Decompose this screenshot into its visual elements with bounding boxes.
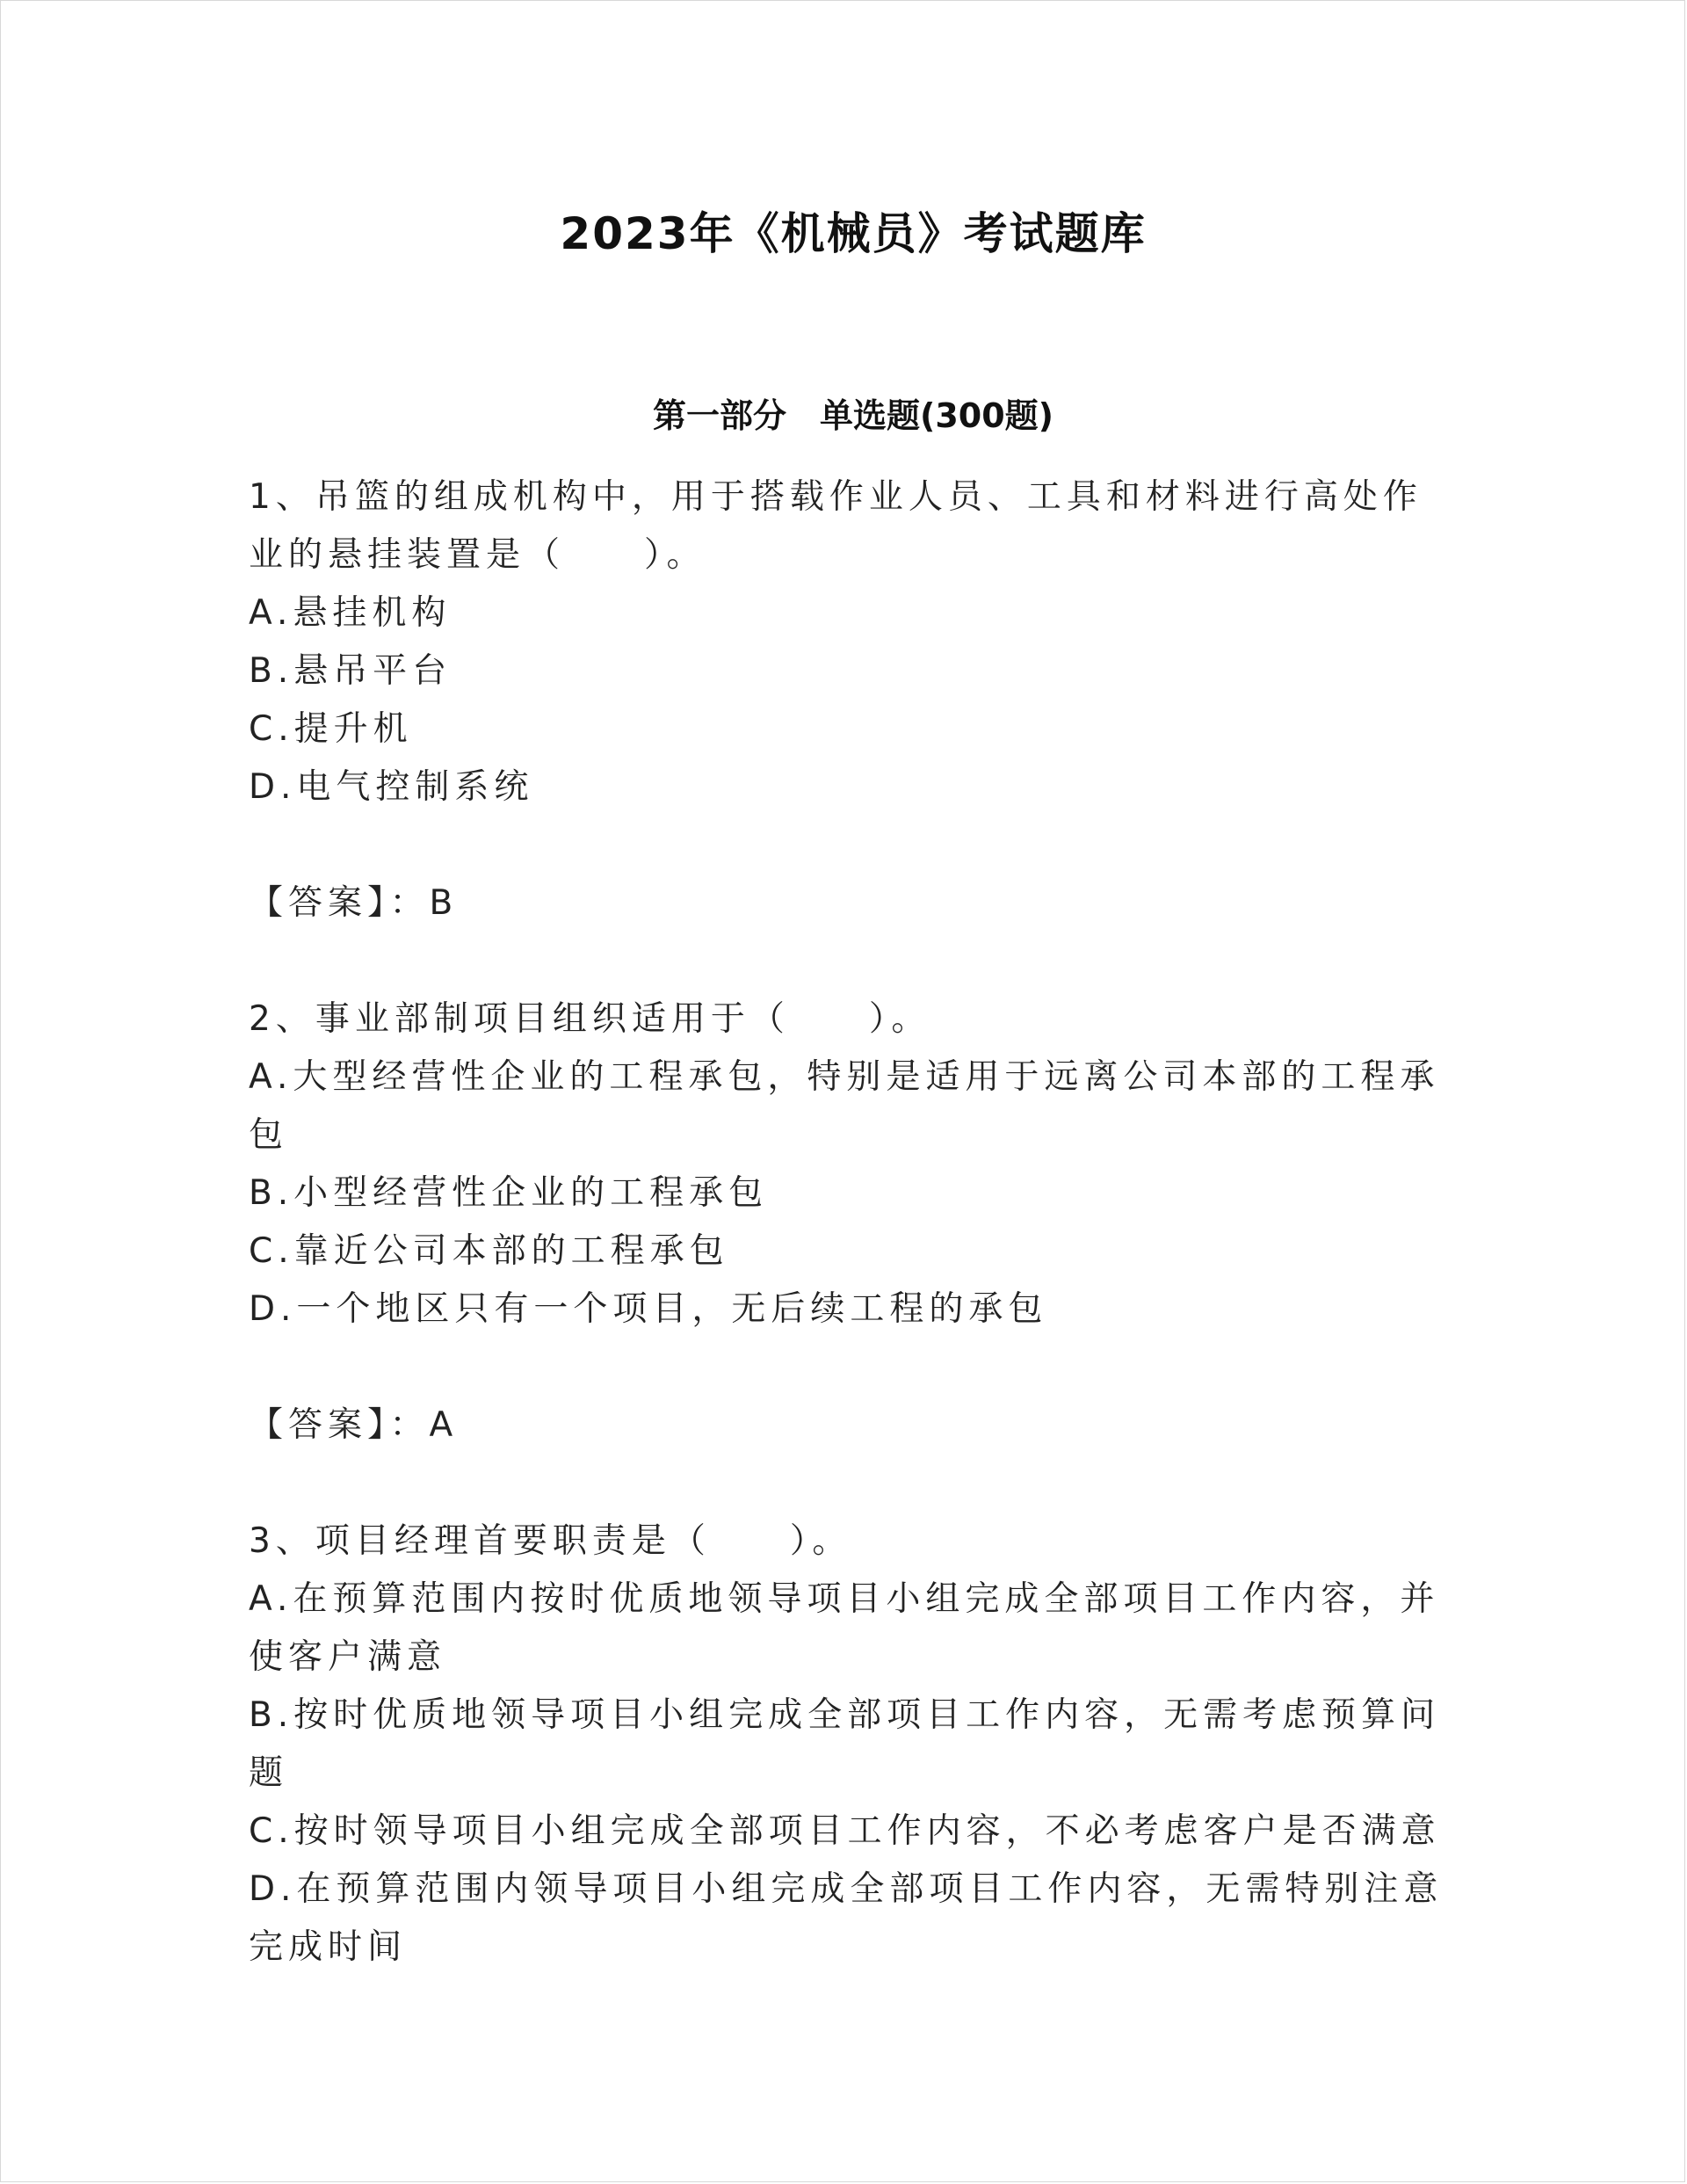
- option-d: D.在预算范围内领导项目小组完成全部项目工作内容，无需特别注意完成时间: [249, 1869, 1444, 1967]
- question-item: [249, 468, 1444, 932]
- question-stem: 3、项目经理首要职责是（ ）。: [249, 1521, 852, 1561]
- question-item: [249, 1513, 1444, 1977]
- option-c: C.按时领导项目小组完成全部项目工作内容，不必考虑客户是否满意: [249, 1811, 1441, 1851]
- option-a: A.悬挂机构: [249, 593, 452, 633]
- option-b: B.小型经营性企业的工程承包: [249, 1173, 769, 1213]
- option-a: A.大型经营性企业的工程承包，特别是适用于远离公司本部的工程承包: [249, 1057, 1440, 1155]
- question-stem: 2、事业部制项目组织适用于（ ）。: [249, 999, 931, 1039]
- option-a: A.在预算范围内按时优质地领导项目小组完成全部项目工作内容，并使客户满意: [249, 1579, 1440, 1677]
- answer-label: 【答案】：B: [249, 883, 459, 923]
- option-d: D.电气控制系统: [249, 767, 534, 807]
- option-c: C.提升机: [249, 709, 413, 749]
- option-c: C.靠近公司本部的工程承包: [249, 1231, 729, 1271]
- document-title: 2023年《机械员》考试题库: [560, 208, 1147, 259]
- option-b: B.按时优质地领导项目小组完成全部项目工作内容，无需考虑预算问题: [249, 1695, 1441, 1793]
- question-stem: 1、吊篮的组成机构中，用于搭载作业人员、工具和材料进行高处作业的悬挂装置是（ ）。: [249, 477, 1423, 575]
- option-b: B.悬吊平台: [249, 651, 453, 691]
- question-item: [249, 990, 1444, 1455]
- answer-label: 【答案】：A: [249, 1405, 459, 1445]
- section-title: 第一部分 单选题(300题): [652, 396, 1054, 435]
- option-d: D.一个地区只有一个项目，无后续工程的承包: [249, 1289, 1048, 1329]
- question-list: [249, 468, 1444, 1977]
